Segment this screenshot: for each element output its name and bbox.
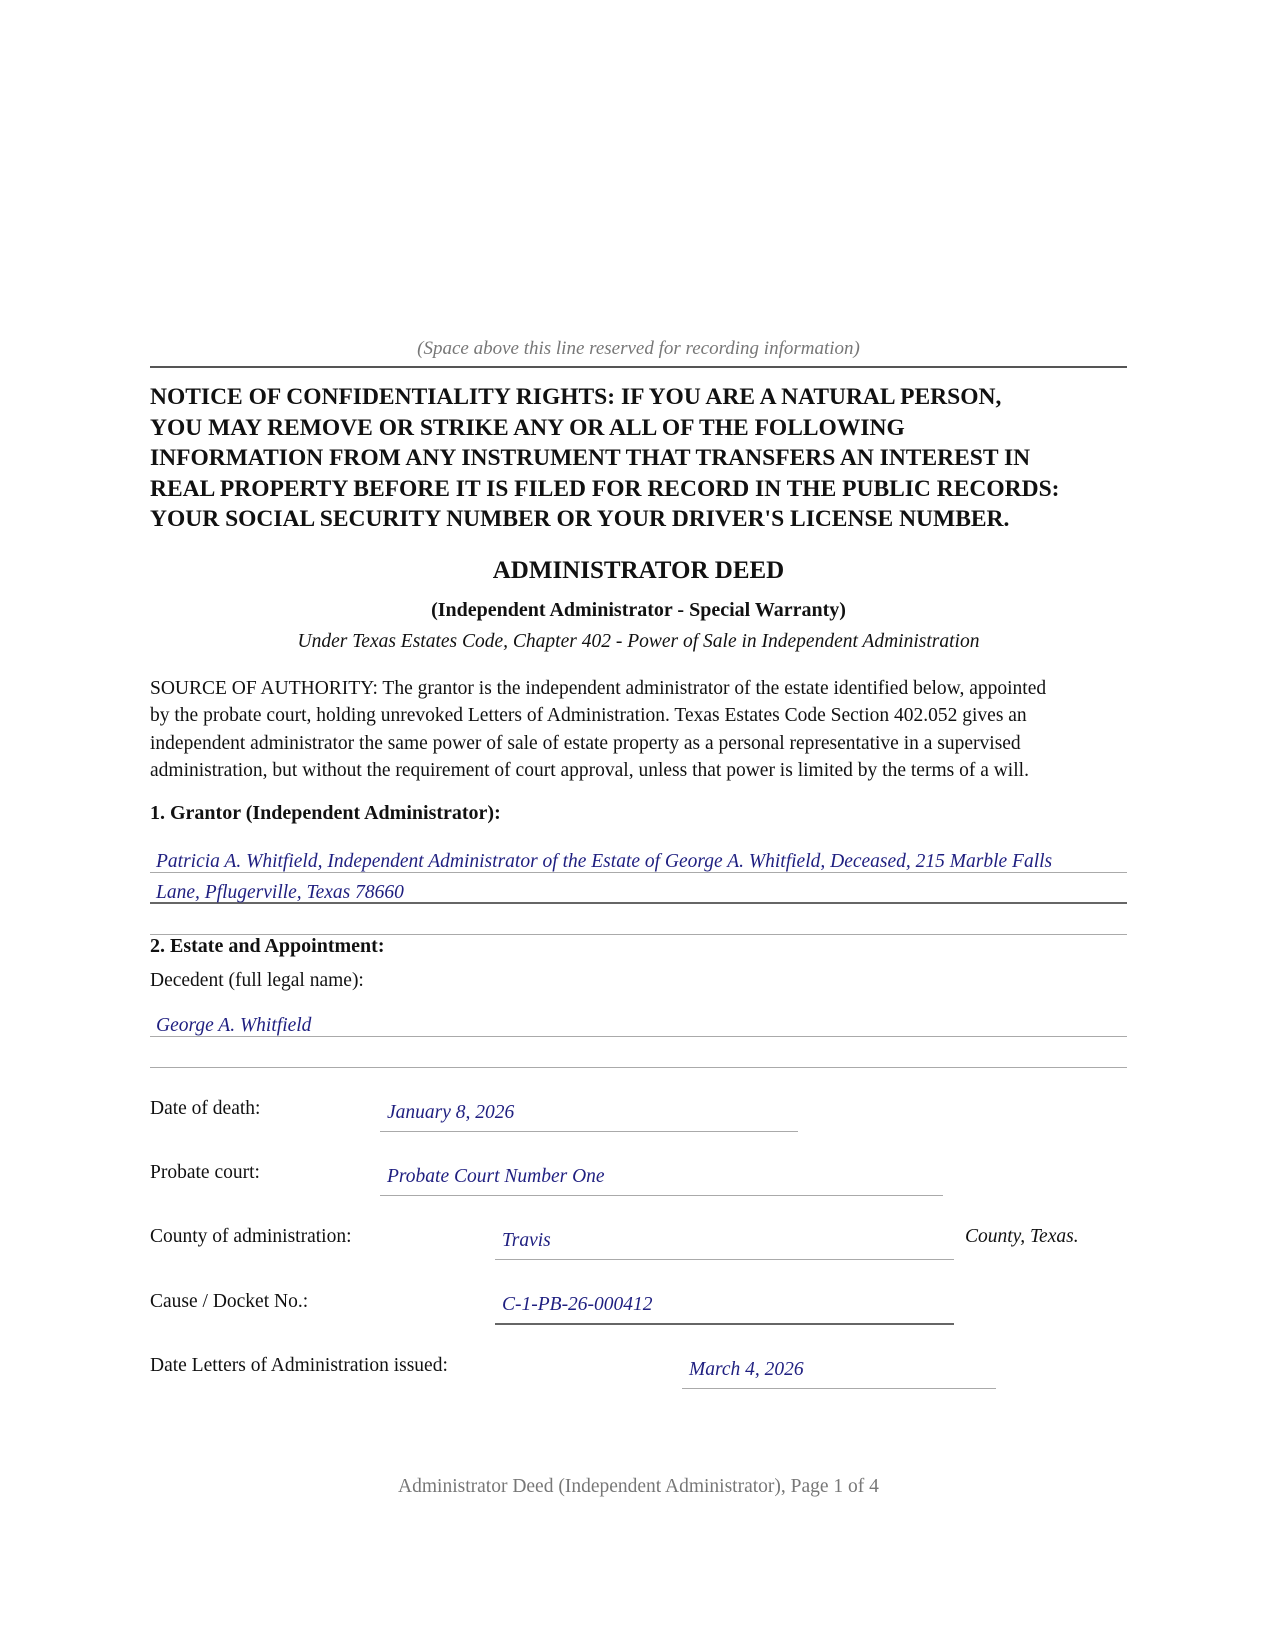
cause-number-field[interactable]: [495, 1287, 954, 1325]
paragraph-line: independent administrator the same power of sale of estate property as a personal representative in a supervised: [150, 732, 1021, 754]
paragraph-line: SOURCE OF AUTHORITY: The grantor is the independent administrator of the estate identified below, appointed: [150, 678, 1047, 699]
document-subtitle: (Independent Administrator - Special Warranty): [431, 599, 846, 621]
decedent-field[interactable]: [150, 1006, 1127, 1068]
recording-divider: [150, 366, 1127, 368]
fill-line: [150, 904, 1127, 935]
notice-line: NOTICE OF CONFIDENTIALITY RIGHTS: IF YOU ARE A NATURAL PERSON,: [150, 384, 1002, 410]
date-of-death-value: January 8, 2026: [387, 1102, 515, 1123]
letters-issued-value: March 4, 2026: [689, 1359, 804, 1380]
notice-line: INFORMATION FROM ANY INSTRUMENT THAT TRANSFERS AN INTEREST IN: [150, 445, 1031, 471]
county-suffix: County, Texas.: [965, 1226, 1079, 1247]
probate-court-label: Probate court:: [150, 1162, 260, 1183]
letters-issued-label: Date Letters of Administration issued:: [150, 1355, 448, 1376]
estate-heading: 2. Estate and Appointment:: [150, 935, 385, 957]
county-field[interactable]: [495, 1222, 954, 1260]
document-title: ADMINISTRATOR DEED: [492, 557, 785, 584]
grantor-heading: 1. Grantor (Independent Administrator):: [150, 802, 501, 824]
probate-court-value: Probate Court Number One: [387, 1166, 605, 1187]
date-of-death-field[interactable]: [380, 1094, 798, 1132]
decedent-value: [156, 1010, 1116, 1041]
notice-line: REAL PROPERTY BEFORE IT IS FILED FOR RECORD IN THE PUBLIC RECORDS:: [150, 475, 1060, 502]
confidentiality-notice: [150, 382, 1130, 535]
paragraph-line: administration, but without the requirement of court approval, unless that power is limited by the terms of a will.: [150, 759, 1029, 781]
decedent-value-text: George A. Whitfield: [156, 1015, 312, 1036]
county-value: Travis: [502, 1230, 551, 1251]
grantor-value-line: Lane, Pflugerville, Texas 78660: [156, 882, 404, 903]
probate-court-field[interactable]: [380, 1158, 943, 1196]
decedent-label: Decedent (full legal name):: [150, 970, 364, 991]
statutory-authority: Under Texas Estates Code, Chapter 402 - Power of Sale in Independent Administration: [297, 631, 980, 652]
grantor-value-line: Patricia A. Whitfield, Independent Administrator of the Estate of George A. Whitfield, Deceased, 215 Marble Falls: [156, 851, 1053, 872]
cause-number-value: C-1-PB-26-000412: [502, 1294, 653, 1315]
recording-space-note: (Space above this line reserved for recording information): [417, 338, 860, 359]
cause-number-label: Cause / Docket No.:: [150, 1291, 309, 1312]
page-footer: Administrator Deed (Independent Administrator), Page 1 of 4: [398, 1476, 879, 1497]
source-of-authority-paragraph: [150, 675, 1135, 784]
county-label: County of administration:: [150, 1226, 352, 1247]
grantor-field[interactable]: [150, 842, 1127, 935]
date-of-death-label: Date of death:: [150, 1098, 261, 1119]
notice-line: YOUR SOCIAL SECURITY NUMBER OR YOUR DRIVER'S LICENSE NUMBER.: [150, 506, 1010, 532]
letters-issued-field[interactable]: [682, 1351, 996, 1389]
notice-line: YOU MAY REMOVE OR STRIKE ANY OR ALL OF THE FOLLOWING: [150, 414, 905, 441]
grantor-value: [156, 846, 1116, 908]
paragraph-line: by the probate court, holding unrevoked Letters of Administration. Texas Estates Code Section 402.052 gives an: [150, 705, 1027, 727]
fill-line: [150, 1037, 1127, 1068]
